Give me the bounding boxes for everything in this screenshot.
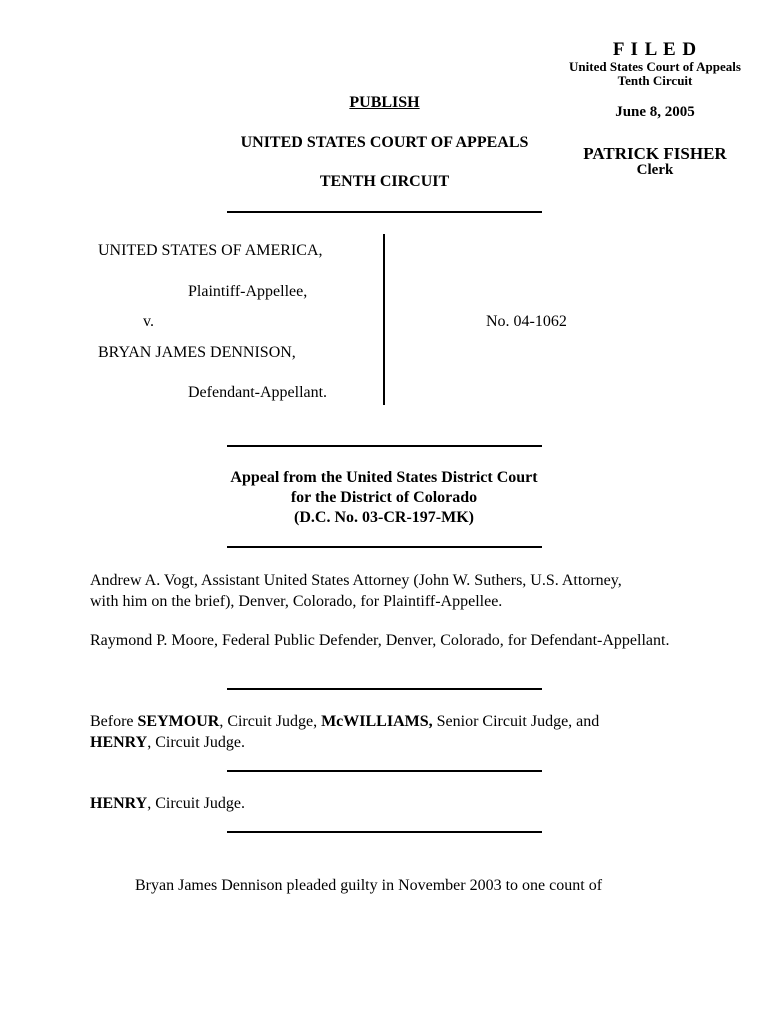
clerk-title: Clerk <box>636 162 674 178</box>
opinion-first-line: Bryan James Dennison pleaded guilty in November 2003 to one count of <box>135 877 603 894</box>
rule-4 <box>227 688 542 690</box>
caption-divider <box>383 234 385 405</box>
defendant-role: Defendant-Appellant. <box>188 384 328 401</box>
panel-judge-2-title: Senior Circuit Judge, and <box>432 713 600 730</box>
rule-5 <box>227 770 542 772</box>
filed-date: June 8, 2005 <box>615 104 695 120</box>
panel-before: Before <box>90 713 138 730</box>
filed-circuit: Tenth Circuit <box>617 73 693 88</box>
clerk-name: PATRICK FISHER <box>583 144 727 163</box>
circuit-title: TENTH CIRCUIT <box>319 173 450 190</box>
author-name: HENRY <box>90 795 148 812</box>
appeal-line-3: (D.C. No. 03-CR-197-MK) <box>294 509 474 526</box>
appeal-line-1: Appeal from the United States District Court <box>230 469 538 486</box>
filed-court: United States Court of Appeals <box>569 59 741 74</box>
appeal-line-2: for the District of Colorado <box>290 489 478 506</box>
rule-6 <box>227 831 542 833</box>
rule-2 <box>227 445 542 447</box>
defendant-name: BRYAN JAMES DENNISON, <box>98 344 296 361</box>
panel-judge-1: SEYMOUR <box>137 713 220 730</box>
publish-label: PUBLISH <box>349 94 420 111</box>
counsel-appellant: Raymond P. Moore, Federal Public Defender, Denver, Colorado, for Defendant-Appellant. <box>90 632 670 649</box>
rule-3 <box>227 546 542 548</box>
panel-judge-3: HENRY <box>90 734 148 751</box>
panel-line <box>90 711 670 753</box>
author-title: , Circuit Judge. <box>147 795 245 812</box>
rule-1 <box>227 211 542 213</box>
author-line <box>90 793 690 814</box>
filed-stamp <box>548 40 762 88</box>
versus-label: v. <box>143 313 154 330</box>
case-number: No. 04-1062 <box>486 313 567 330</box>
panel-judge-2: McWILLIAMS, <box>321 713 433 730</box>
plaintiff-name: UNITED STATES OF AMERICA, <box>98 242 323 259</box>
counsel-appellee: Andrew A. Vogt, Assistant United States Attorney (John W. Suthers, U.S. Attorney, with him on the brief), Denver, Colorado, for Plaintiff-Appellee. <box>90 572 622 610</box>
appeal-block <box>170 468 598 528</box>
plaintiff-role: Plaintiff-Appellee, <box>188 283 308 300</box>
court-title: UNITED STATES COURT OF APPEALS <box>240 134 529 151</box>
panel-judge-1-title: , Circuit Judge, <box>219 713 322 730</box>
panel-judge-3-title: , Circuit Judge. <box>147 734 245 751</box>
filed-label: F I L E D <box>612 39 698 60</box>
clerk-block <box>548 145 762 178</box>
